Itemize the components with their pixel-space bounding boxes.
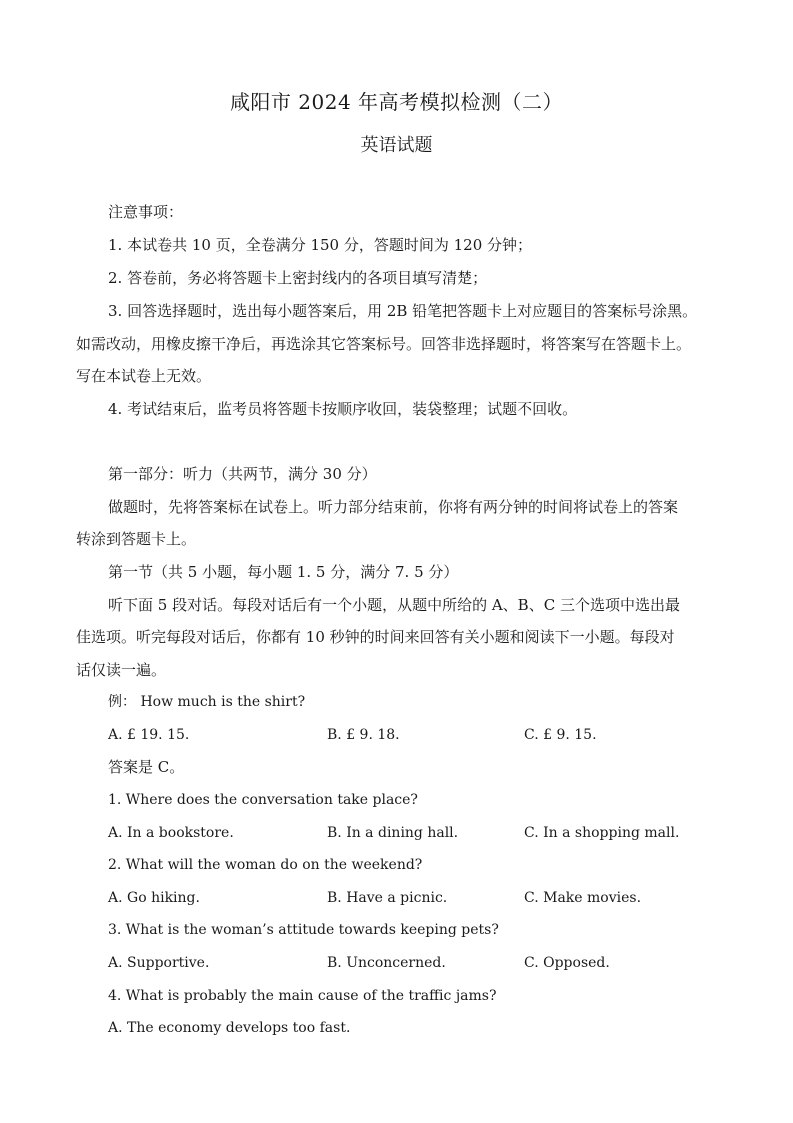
section1-instructions-line-2: 佳选项。听完每段对话后，你都有 10 秒钟的时间来回答有关小题和阅读下一小题。每段对 <box>76 628 675 646</box>
page-title: 咸阳市 2024 年高考模拟检测（二） <box>229 90 564 114</box>
notice-item-2: 2. 答卷前，务必将答题卡上密封线内的各项目填写清楚； <box>108 269 488 287</box>
section1-instructions-line-1: 听下面 5 段对话。每段对话后有一个小题，从题中所给的 A、B、C 三个选项中选出最 <box>108 596 680 614</box>
question-3-stem: 3. What is the woman’s attitude towards keeping pets? <box>108 922 499 938</box>
notice-item-4: 4. 考试结束后，监考员将答题卡按顺序收回，装袋整理；试题不回收。 <box>108 400 578 418</box>
section1-instructions-line-3: 话仅读一遍。 <box>76 661 167 679</box>
part1-heading: 第一部分：听力（共两节，满分 30 分） <box>108 465 377 483</box>
question-2-stem: 2. What will the woman do on the weekend? <box>108 857 423 873</box>
example-option-b: B. £ 9. 18. <box>327 727 400 743</box>
page-subtitle: 英语试题 <box>360 135 433 156</box>
example-question: 例： How much is the shirt? <box>108 694 306 710</box>
question-1-option-a: A. In a bookstore. <box>108 825 234 841</box>
question-1-stem: 1. Where does the conversation take place? <box>108 792 418 808</box>
question-1-option-c: C. In a shopping mall. <box>524 825 680 841</box>
notice-item-3-line-3: 写在本试卷上无效。 <box>76 367 212 385</box>
example-answer: 答案是 C。 <box>108 758 185 776</box>
question-2-option-b: B. Have a picnic. <box>327 890 448 906</box>
part1-intro-line-2: 转涂到答题卡上。 <box>76 530 197 548</box>
question-2-option-a: A. Go hiking. <box>108 890 200 906</box>
question-4-option-a: A. The economy develops too fast. <box>108 1020 351 1036</box>
notice-item-3-line-1: 3. 回答选择题时，选出每小题答案后，用 2B 铅笔把答题卡上对应题目的答案标号涂黑。 <box>108 302 698 320</box>
part1-intro-line-1: 做题时，先将答案标在试卷上。听力部分结束前，你将有两分钟的时间将试卷上的答案 <box>108 498 679 516</box>
question-4-stem: 4. What is probably the main cause of the traffic jams? <box>108 988 497 1004</box>
question-1-option-b: B. In a dining hall. <box>327 825 459 841</box>
notice-item-1: 1. 本试卷共 10 页，全卷满分 150 分，答题时间为 120 分钟； <box>108 236 533 254</box>
question-3-option-b: B. Unconcerned. <box>327 955 446 971</box>
question-3-option-c: C. Opposed. <box>524 955 610 971</box>
question-2-option-c: C. Make movies. <box>524 890 642 906</box>
question-3-option-a: A. Supportive. <box>108 955 210 971</box>
notice-heading: 注意事项： <box>108 203 184 221</box>
example-option-a: A. £ 19. 15. <box>108 727 190 743</box>
notice-item-3-line-2: 如需改动，用橡皮擦干净后，再选涂其它答案标号。回答非选择题时，将答案写在答题卡上。 <box>76 335 692 353</box>
section1-heading: 第一节（共 5 小题，每小题 1. 5 分，满分 7. 5 分） <box>108 563 459 581</box>
example-option-c: C. £ 9. 15. <box>524 727 597 743</box>
